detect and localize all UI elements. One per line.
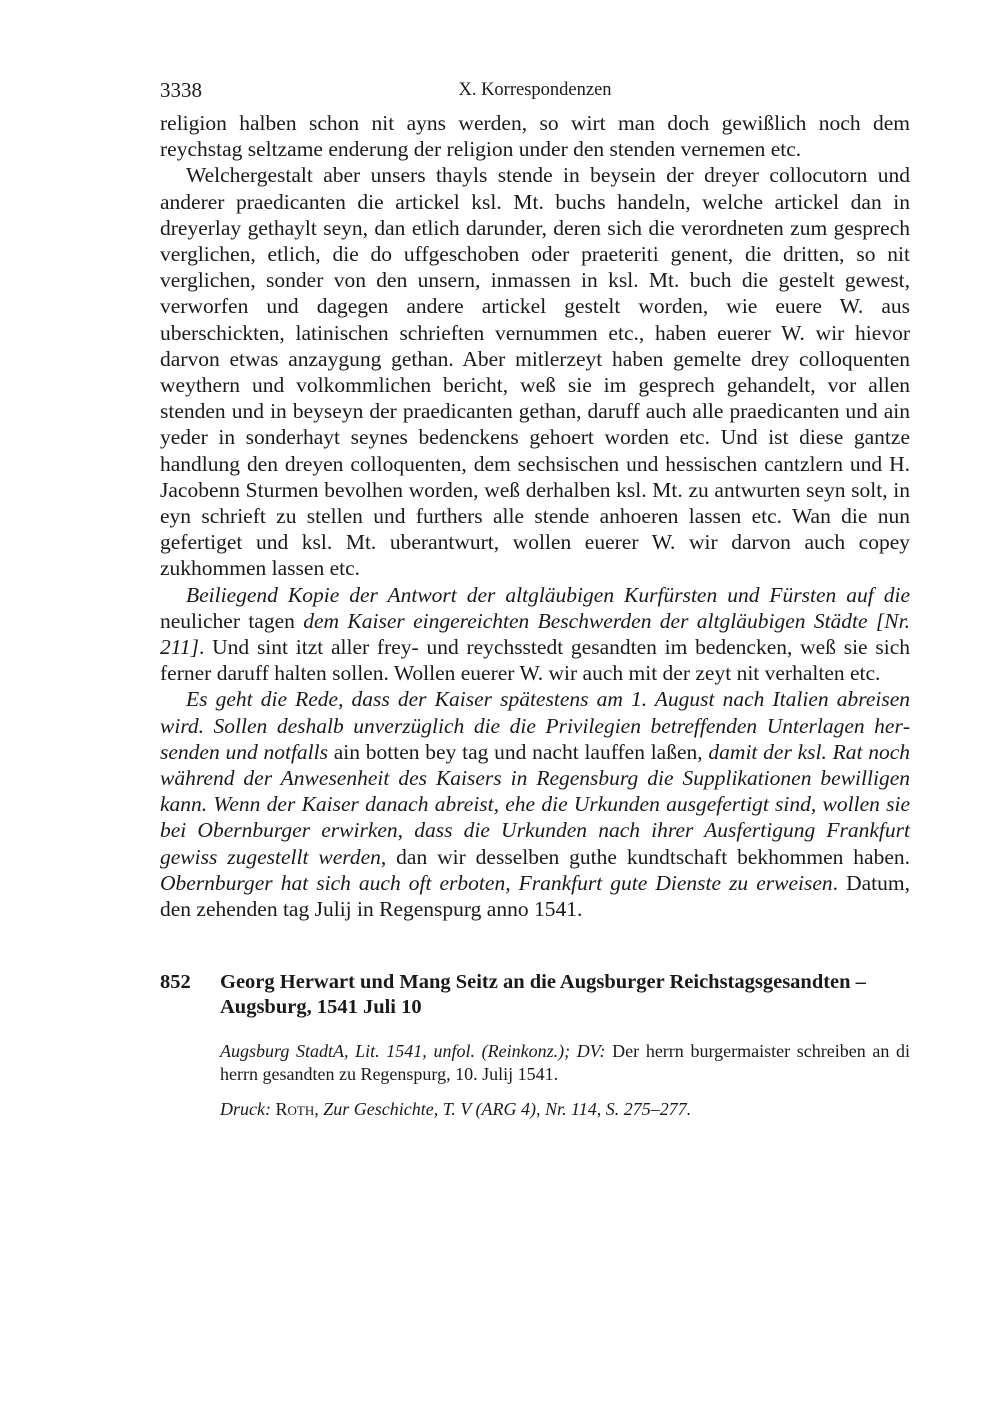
- document-entry: [160, 970, 910, 1121]
- running-head: [160, 78, 910, 110]
- summary-italic: dem Kaiser eingereichten Beschwerden der altgläubigen Städte [Nr. 211]: [160, 608, 910, 660]
- page-number: 3338: [160, 78, 202, 102]
- dorsal-note: Der herrn burgermaister schreiben an di herrn gesandten zu Regenspurg, 10. Julij 1541.: [220, 1041, 910, 1085]
- quote-text: , dan wir desselben guthe kundtschaft bekhommen haben.: [380, 844, 910, 869]
- entry-number: 852: [160, 971, 191, 994]
- paragraph-1: religion halben schon nit ayns werden, so wirt man doch gewißlich noch dem reychstag seltzame enderung der religion under den stenden vernemen etc.: [160, 111, 910, 162]
- print-reference: , Zur Geschichte, T. V (ARG 4), Nr. 114, S. 275–277.: [314, 1099, 692, 1120]
- archive-reference: Augsburg StadtA, Lit. 1541, unfol. (Reinkonz.); DV:: [220, 1041, 606, 1062]
- quote-text: neulicher tagen: [160, 608, 304, 633]
- running-head-title: X. Korrespondenzen: [458, 80, 612, 100]
- entry-heading: [160, 970, 910, 1020]
- summary-italic: Beiliegend Kopie der Antwort der altgläubigen Kurfürsten und Fürsten auf die: [186, 582, 910, 607]
- entry-title: Georg Herwart und Mang Seitz an die Augsburger Reichstagsgesandten – Augsburg, 1541 Juli 10: [220, 971, 866, 1019]
- summary-italic: Es geht die Rede, dass der Kaiser spätestens am 1. August nach Italien abreisen wird. Sollen deshalb unverzüglich die die Privilegien betreffenden Unterlagen hersenden und notfalls: [160, 687, 910, 764]
- print-note: [220, 1098, 910, 1121]
- document-page: [160, 78, 910, 1133]
- quote-text: . Und sint itzt aller frey- und reychsstedt gesandten im bedencken, weß sie sich ferner daruff halten sollen. Wollen euerer W. wir auch mit der zeyt nit verhalten etc.: [160, 635, 910, 686]
- quote-text: . Datum, den zehenden tag Julij in Regenspurg anno 1541.: [160, 870, 910, 922]
- letter-body: [160, 110, 910, 922]
- paragraph-2: Welchergestalt aber unsers thayls stende in beysein der dreyer collocutorn und anderer praedicanten die artickel ksl. Mt. buchs handeln, welche artickel dan in dreyerlay gethaylt seyn, dan etlich darunder, deren sich die verordneten zum gesprech verglichen, etlich, die do uffgeschoben oder praeteriti genent, die dritten, so nit verglichen, sonder von den unsern, inmassen in ksl. Mt. buch die gestelt gewest, verworfen und dagegen andere artickel gestelt worden, wie euere W. aus uberschickten, latinischen schrieften vernummen etc., haben euerer W. wir hievor darvon etwas anzaygung gethan. Aber mitlerzeyt haben gemelte drey colloquenten weythern und volkommlichen bericht, weß sie im gesprech gehandelt, vor allen stenden und in beyseyn der praedicanten gethan, daruff auch alle praedicanten und ain yeder in sonderhayt seynes bedenckens gehoert worden etc. Und ist diese gantze handlung den dreyen colloquenten, dem sechsischen und hessischen cantzlern und H. Jacobenn Sturmen bevolhen worden, weß derhalben ksl. Mt. zu antwurten seyn solt, in eyn schrieft zu stellen und furthers alle stende anhoeren lassen etc. Wan die nun gefertiget und ksl. Mt. uberantwurt, wollen euerer W. wir darvon auch copey zukhommen lassen etc.: [160, 163, 910, 581]
- source-notes: [220, 1040, 910, 1121]
- archive-note: [220, 1040, 910, 1086]
- summary-italic: damit der ksl. Rat noch während der Anwesenheit des Kaisers in Regensburg die Supplikationen bewilligen kann. Wenn der Kaiser danach abreist, ehe die Urkunden ausgefertigt sind, wollen sie bei Obernburger erwirken, dass die Urkunden nach ihrer Ausfertigung Frankfurt gewiss zugestellt werden: [160, 739, 911, 869]
- paragraph-3: [160, 582, 910, 687]
- print-label: Druck:: [220, 1099, 271, 1120]
- summary-italic: Obernburger hat sich auch oft erboten, Frankfurt gute Dienste zu erweisen: [160, 870, 833, 895]
- print-author: Roth: [275, 1099, 315, 1120]
- paragraph-4: [160, 686, 910, 922]
- quote-text: ain botten bey tag und nacht lauffen laßen,: [328, 739, 709, 764]
